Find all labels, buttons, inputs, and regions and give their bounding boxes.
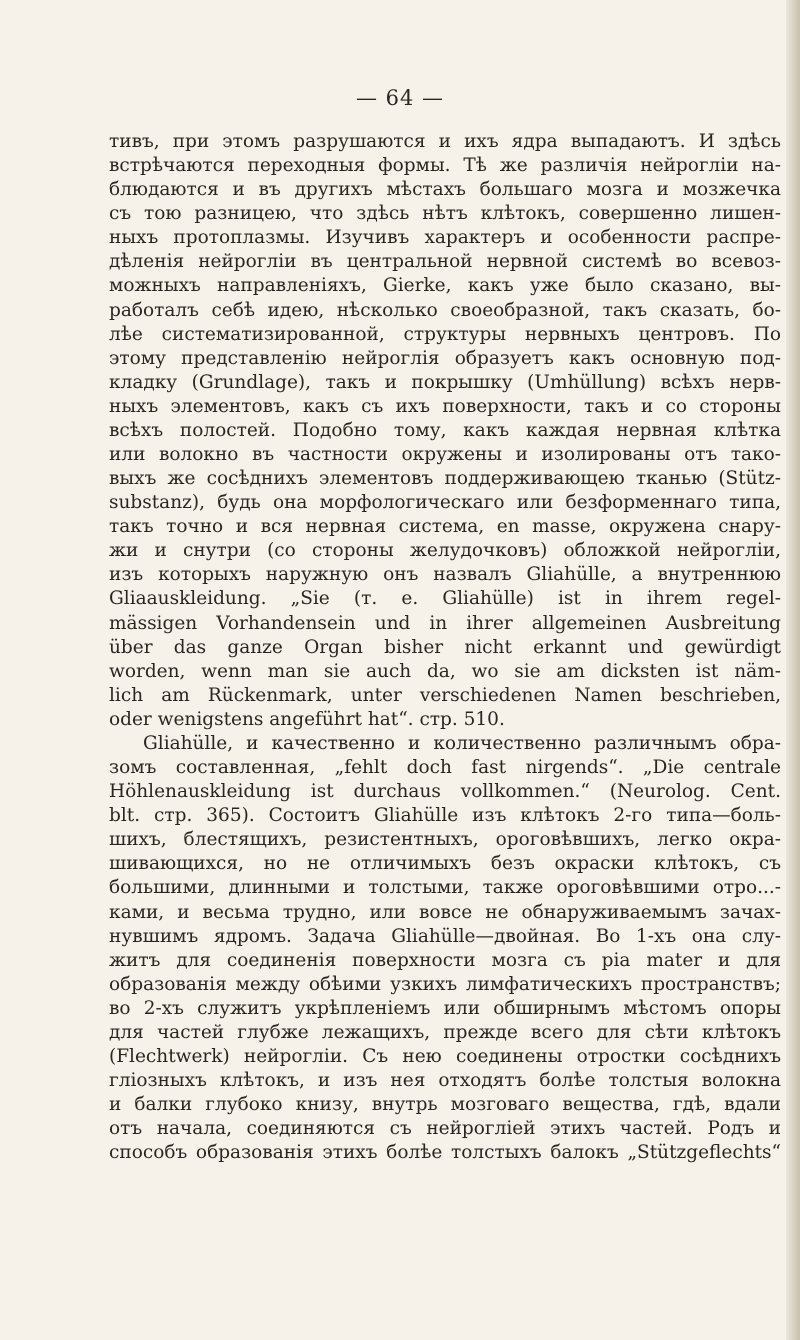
text-line: отъ начала, соединяются съ нейрогліей этихъ частей. Родъ и [109, 1118, 781, 1140]
text-line: блюдаются и въ другихъ мѣстахъ большаго мозга и мозжечка [109, 179, 781, 201]
text-line: съ тою разницею, что здѣсь нѣтъ клѣтокъ, совершенно лишен- [109, 203, 781, 225]
text-line: встрѣчаются переходныя формы. Тѣ же различія нейрогліи на- [109, 155, 781, 177]
text-line: (Flechtwerk) нейрогліи. Съ нею соединены отростки сосѣднихъ [109, 1045, 781, 1067]
text-line: ныхъ протоплазмы. Изучивъ характеръ и особенности распре- [109, 227, 781, 249]
text-line: или волокно въ частности окружены и изолированы отъ тако- [109, 444, 781, 466]
text-line: шивающихся, но не отличимыхъ безъ окраски клѣтокъ, съ [109, 853, 781, 875]
text-line: жи и снутри (со стороны желудочковъ) обложкой нейрогліи, [109, 540, 781, 562]
text-line: Höhlenauskleidung ist durchaus vollkommen.“ (Neurolog. Cent. [109, 781, 781, 803]
text-line: выхъ же сосѣднихъ элементовъ поддерживающею тканью (Stütz- [109, 468, 781, 490]
text-line: тивъ, при этомъ разрушаются и ихъ ядра выпадаютъ. И здѣсь [109, 131, 781, 152]
text-line: для частей глубже лежащихъ, прежде всего для сѣти клѣтокъ [109, 1021, 781, 1043]
text-line: работалъ себѣ идею, нѣсколько своеобразной, такъ сказать, бо- [109, 299, 781, 321]
text-line: ками, и весьма трудно, или вовсе не обнаруживаемымъ зачах- [109, 901, 781, 923]
text-line: большими, длинными и толстыми, также ороговѣвшими отро...- [109, 877, 781, 899]
text-line: über das ganze Organ bisher nicht erkannt und gewürdigt [109, 636, 781, 658]
page-edge-shadow [786, 0, 800, 1340]
text-line: этому представленію нейроглія образуетъ какъ основную под- [109, 347, 781, 369]
text-line: такъ точно и вся нервная система, en masse, окружена снару- [109, 516, 781, 538]
text-line: образованія между обѣими узкихъ лимфатическихъ пространствъ; [109, 973, 781, 995]
text-line: способъ образованія этихъ болѣе толстыхъ балокъ „Stützgeflechts“ [109, 1142, 781, 1164]
text-line: ныхъ элементовъ, какъ съ ихъ поверхности, такъ и со стороны [109, 395, 781, 417]
text-line: lich am Rückenmark, unter verschiedenen Namen beschrieben, [109, 684, 781, 706]
text-line: Gliahülle, и качественно и количественно различнымъ обра- [143, 732, 781, 754]
text-line: нувшимъ ядромъ. Задача Gliahülle—двойная. Во 1-хъ она слу- [109, 925, 781, 947]
text-line: гліозныхъ клѣтокъ, и изъ нея отходятъ болѣе толстыя волокна [109, 1070, 781, 1092]
text-line: mässigen Vorhandensein und in ihrer allgemeinen Ausbreitung [109, 612, 781, 634]
text-line: шихъ, блестящихъ, резистентныхъ, ороговѣвшихъ, легко окра- [109, 829, 781, 851]
text-line: всѣхъ полостей. Подобно тому, какъ каждая нервная клѣтка [109, 419, 781, 441]
text-line: лѣе систематизированной, структуры нервныхъ центровъ. По [109, 323, 781, 345]
text-line: житъ для соединенія поверхности мозга съ pia mater и для [109, 949, 781, 971]
text-line: worden, wenn man sie auch da, wo sie am dicksten ist näm- [109, 660, 781, 682]
text-line: blt. стр. 365). Состоитъ Gliahülle изъ клѣтокъ 2-го типа—боль- [109, 805, 781, 827]
text-line: во 2-хъ служитъ укрѣпленіемъ или обширнымъ мѣстомъ опоры [109, 997, 781, 1019]
text-line: Gliaauskleidung. „Sie (т. е. Gliahülle) ist in ihrem regel- [109, 588, 781, 610]
text-line: дѣленія нейрогліи въ центральной нервной системѣ во всевоз- [109, 251, 781, 273]
text-line: кладку (Grundlage), такъ и покрышку (Umhüllung) всѣхъ нерв- [109, 371, 781, 393]
text-line: oder wenigstens angeführt hat“. стр. 510. [109, 708, 505, 730]
body-text [109, 130, 781, 1165]
text-line: изъ которыхъ наружную онъ назвалъ Gliahülle, а внутреннюю [109, 564, 781, 586]
page-number: — 64 — [355, 86, 445, 110]
text-line: зомъ составленная, „fehlt doch fast nirgends“. „Die centrale [109, 757, 781, 779]
text-line: и балки глубоко книзу, внутрь мозговаго вещества, гдѣ, вдали [109, 1094, 781, 1116]
text-line: можныхъ направленіяхъ, Gierke, какъ уже было сказано, вы- [109, 275, 781, 297]
text-line: substanz), будь она морфологическаго или безформеннаго типа, [109, 492, 781, 514]
